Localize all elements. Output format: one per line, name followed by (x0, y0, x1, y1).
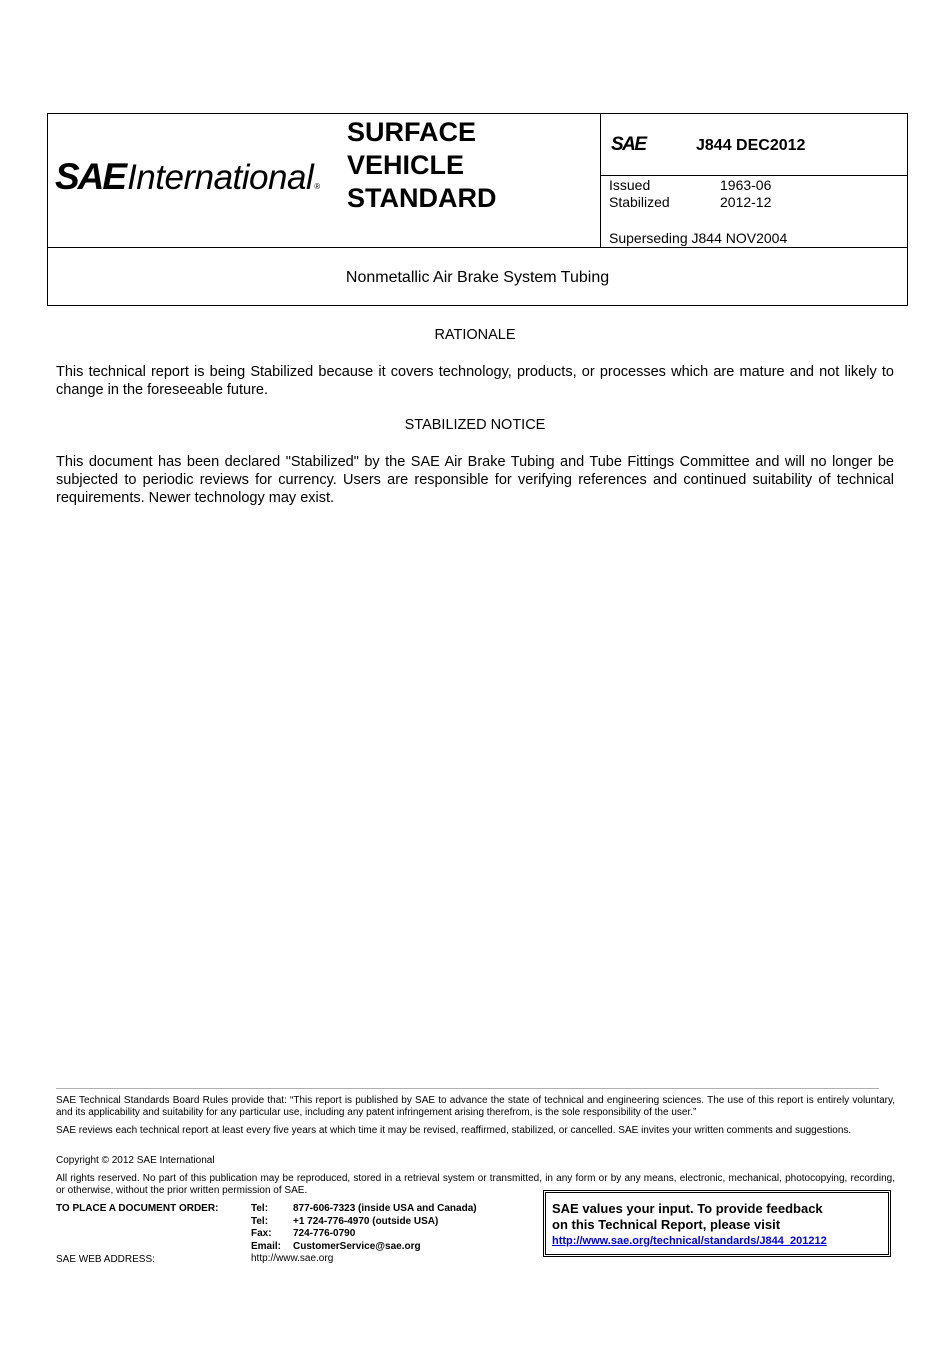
web-address-link[interactable]: http://www.sae.org (251, 1253, 334, 1265)
header-divider-vertical (600, 113, 601, 248)
contact-value: 877-606-7323 (inside USA and Canada) (293, 1203, 477, 1214)
document-id: J844 DEC2012 (696, 137, 806, 154)
standard-type-title (347, 116, 497, 215)
rationale-text: This technical report is being Stabilized because it covers technology, products, or processes which are mature and not likely to change in the foreseeable future. (56, 364, 894, 398)
stabilized-value: 2012-12 (720, 194, 772, 210)
superseding-note: Superseding J844 NOV2004 (609, 230, 788, 246)
contact-value: 724-776-0790 (293, 1228, 356, 1240)
sae-small-logo: SAE (611, 134, 646, 155)
order-contacts (251, 1203, 477, 1266)
feedback-line: on this Technical Report, please visit (552, 1217, 781, 1232)
contact-value: +1 724-776-4970 (outside USA) (293, 1215, 439, 1227)
web-address-label: SAE WEB ADDRESS: (56, 1254, 155, 1265)
stabilized-notice-text: This document has been declared "Stabilized" by the SAE Air Brake Tubing and Tube Fittings Committee and will no longer be subjected to periodic reviews for currency. Users are responsible for verifying references and continued suitability of technical requirements. Newer technology may exist. (56, 454, 894, 506)
header-divider-horizontal (47, 247, 908, 248)
logo-registered-mark: ® (314, 182, 321, 191)
feedback-line: SAE values your input. To provide feedback (552, 1201, 823, 1216)
issued-label: Issued (609, 177, 651, 193)
review-text: SAE reviews each technical report at least every five years at which time it may be revised, reaffirmed, stabilized, or cancelled. SAE invites your written comments and suggestions. (56, 1125, 852, 1136)
footer-rule (56, 1088, 879, 1089)
feedback-box (543, 1190, 891, 1257)
contact-row (251, 1216, 477, 1229)
standard-type-line: SURFACE (347, 117, 477, 147)
contact-key: Tel: (251, 1203, 269, 1214)
standard-type-line: VEHICLE (347, 150, 465, 180)
copyright: Copyright © 2012 SAE International (56, 1155, 215, 1166)
contact-value[interactable]: CustomerService@sae.org (293, 1240, 421, 1252)
contact-key: Fax: (251, 1228, 272, 1240)
standard-type-line: STANDARD (347, 183, 497, 213)
contact-row (251, 1253, 477, 1266)
contact-row (251, 1241, 477, 1254)
rules-text: SAE Technical Standards Board Rules provide that: “This report is published by SAE to advance the state of technical and engineering sciences. The use of this report is entirely voluntary, and its applicability and suitability for any particular use, including any patent infringement arising therefrom, is the sole responsibility of the user.” (56, 1095, 895, 1118)
contact-key: Tel: (251, 1215, 269, 1227)
issued-value: 1963-06 (720, 177, 772, 193)
contact-key: Email: (251, 1240, 282, 1252)
stabilized-label: Stabilized (609, 194, 670, 210)
contact-row (251, 1203, 477, 1216)
sae-international-logo (55, 156, 320, 196)
logo-word: International (127, 158, 314, 197)
rationale-heading: RATIONALE (434, 327, 516, 343)
rights-text: All rights reserved. No part of this publication may be reproduced, stored in a retrieval system or transmitted, in any form or by any means, electronic, mechanical, photocopying, recording, or otherwise, without the prior written permission of SAE. (56, 1173, 895, 1196)
document-subject: Nonmetallic Air Brake System Tubing (345, 269, 610, 286)
stabilized-notice-heading: STABILIZED NOTICE (404, 417, 546, 433)
feedback-link[interactable]: http://www.sae.org/technical/standards/J844_201212 (552, 1235, 827, 1247)
order-label: TO PLACE A DOCUMENT ORDER: (56, 1203, 219, 1214)
contact-row (251, 1228, 477, 1241)
header-divider-id (600, 175, 908, 176)
logo-brand: SAE (55, 156, 126, 197)
